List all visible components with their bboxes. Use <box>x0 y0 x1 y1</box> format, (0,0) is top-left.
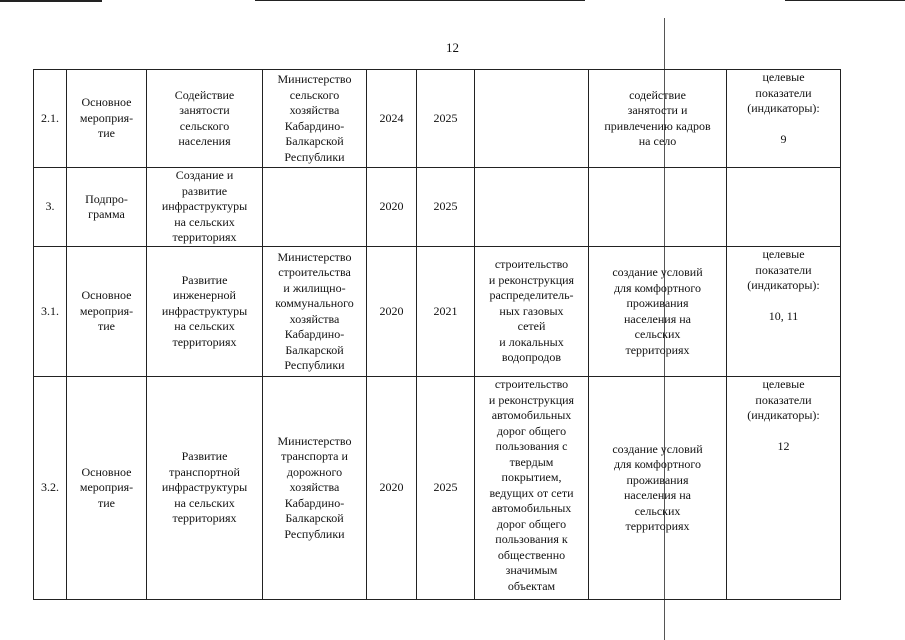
cell-executor: Министерство сельского хозяйства Кабардино- Балкарской Республики <box>263 70 367 168</box>
cell-name: Развитие инженерной инфраструктуры на сельских территориях <box>147 247 263 377</box>
cell-measures: строительство и реконструкция распределитель- ных газовых сетей и локальных водопродов <box>475 247 589 377</box>
cell-end: 2025 <box>417 377 475 600</box>
cell-num: 3.1. <box>34 247 67 377</box>
page-number: 12 <box>446 40 459 55</box>
table-row <box>34 247 841 377</box>
cell-indicators <box>727 168 841 247</box>
cell-measures <box>475 168 589 247</box>
cell-executor: Министерство строительства и жилищно- коммунального хозяйства Кабардино- Балкарской Республики <box>263 247 367 377</box>
scan-artifact-top-right <box>785 0 905 1</box>
cell-result: содействие занятости и привлечению кадров на село <box>589 70 727 168</box>
cell-indicators: целевые показатели (индикаторы): 12 <box>727 377 841 600</box>
table-body <box>34 70 841 600</box>
scan-artifact-top-center <box>255 0 585 1</box>
cell-name: Создание и развитие инфраструктуры на сельских территориях <box>147 168 263 247</box>
cell-end: 2025 <box>417 70 475 168</box>
table-row <box>34 70 841 168</box>
cell-end: 2025 <box>417 168 475 247</box>
scan-artifact-top-left <box>0 0 102 2</box>
cell-start: 2020 <box>367 168 417 247</box>
cell-executor <box>263 168 367 247</box>
cell-start: 2020 <box>367 247 417 377</box>
cell-name: Содействие занятости сельского населения <box>147 70 263 168</box>
cell-start: 2024 <box>367 70 417 168</box>
cell-num: 2.1. <box>34 70 67 168</box>
cell-result: создание условий для комфортного проживания населения на сельских территориях <box>589 377 727 600</box>
cell-type: Подпро- грамма <box>67 168 147 247</box>
cell-num: 3. <box>34 168 67 247</box>
cell-result: создание условий для комфортного проживания населения на сельских территориях <box>589 247 727 377</box>
program-table <box>33 69 841 600</box>
cell-type: Основное мероприя- тие <box>67 70 147 168</box>
cell-name: Развитие транспортной инфраструктуры на сельских территориях <box>147 377 263 600</box>
cell-measures <box>475 70 589 168</box>
cell-num: 3.2. <box>34 377 67 600</box>
cell-result <box>589 168 727 247</box>
cell-indicators: целевые показатели (индикаторы): 9 <box>727 70 841 168</box>
table-row <box>34 377 841 600</box>
table-row <box>34 168 841 247</box>
cell-type: Основное мероприя- тие <box>67 247 147 377</box>
cell-start: 2020 <box>367 377 417 600</box>
cell-measures: строительство и реконструкция автомобильных дорог общего пользования с твердым покрытием, ведущих от сети автомобильных дорог общего пользования к общественно значимым объектам <box>475 377 589 600</box>
cell-type: Основное мероприя- тие <box>67 377 147 600</box>
cell-indicators: целевые показатели (индикаторы): 10, 11 <box>727 247 841 377</box>
cell-executor: Министерство транспорта и дорожного хозяйства Кабардино- Балкарской Республики <box>263 377 367 600</box>
cell-end: 2021 <box>417 247 475 377</box>
